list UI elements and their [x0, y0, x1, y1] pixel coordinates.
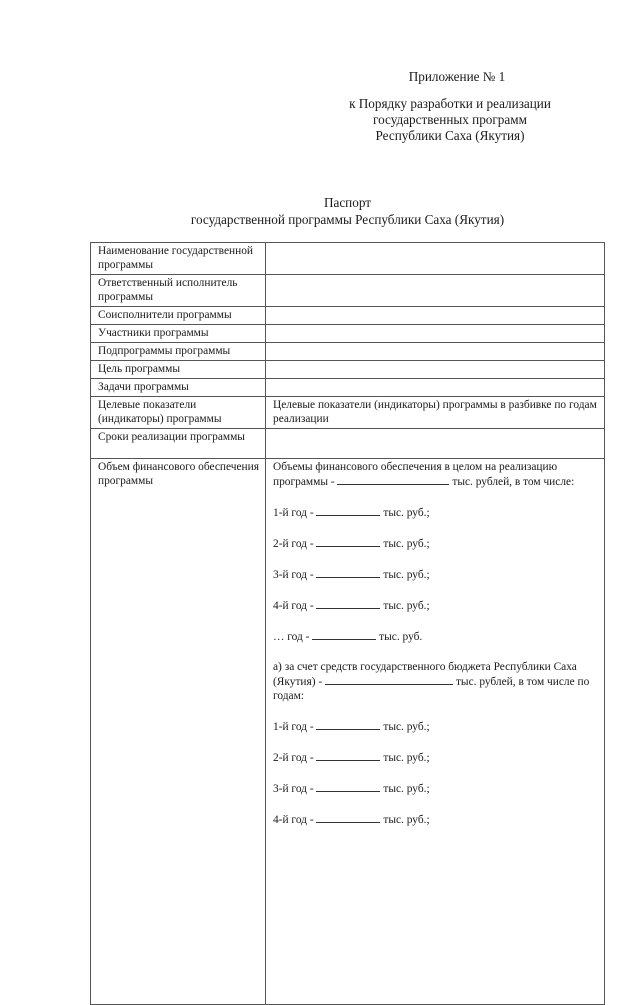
- year-prefix: … год -: [273, 631, 310, 643]
- year-suffix: тыс. руб.;: [383, 752, 430, 764]
- year-suffix: тыс. руб.;: [383, 721, 430, 733]
- year-prefix: 3-й год -: [273, 569, 314, 581]
- blank-line: [316, 812, 380, 823]
- row-label: Цель программы: [91, 361, 266, 379]
- year-line: [273, 598, 598, 613]
- year-suffix: тыс. руб.;: [383, 814, 430, 826]
- finance-intro: [273, 460, 598, 489]
- blank-line: [316, 536, 380, 547]
- table-row: [91, 275, 605, 307]
- row-value: [266, 307, 605, 325]
- row-label: Ответственный исполнитель программы: [91, 275, 266, 307]
- appendix-header: [300, 69, 600, 144]
- year-suffix: тыс. руб.;: [383, 569, 430, 581]
- budget-intro-text: тыс. рублей, в том числе по годам:: [273, 676, 590, 702]
- year-line: [273, 812, 598, 827]
- row-label: Задачи программы: [91, 379, 266, 397]
- row-value: [266, 243, 605, 275]
- blank-line: [325, 674, 453, 685]
- title-line: государственной программы Республики Саха (Якутия): [190, 212, 505, 227]
- year-prefix: 1-й год -: [273, 507, 314, 519]
- row-value: [266, 325, 605, 343]
- year-suffix: тыс. руб.;: [383, 783, 430, 795]
- table-row: [91, 429, 605, 459]
- table-row: [91, 361, 605, 379]
- appendix-line: государственных программ: [373, 112, 527, 127]
- year-prefix: 1-й год -: [273, 721, 314, 733]
- year-suffix: тыс. руб.;: [383, 538, 430, 550]
- row-label: Сроки реализации программы: [91, 429, 266, 459]
- row-value: [266, 429, 605, 459]
- row-label: Наименование государственной программы: [91, 243, 266, 275]
- year-line: [273, 750, 598, 765]
- title-line: Паспорт: [323, 195, 372, 210]
- year-line: [273, 781, 598, 796]
- blank-line: [316, 781, 380, 792]
- row-value: [266, 275, 605, 307]
- year-line: [273, 505, 598, 520]
- finance-intro-text: тыс. рублей, в том числе:: [452, 476, 575, 488]
- blank-line: [337, 474, 449, 485]
- document-title: [90, 194, 605, 228]
- table-row: [91, 343, 605, 361]
- year-prefix: 2-й год -: [273, 538, 314, 550]
- row-value: [266, 343, 605, 361]
- year-suffix: тыс. руб.;: [383, 600, 430, 612]
- table-row: [91, 397, 605, 429]
- table-row: [91, 307, 605, 325]
- blank-line: [312, 629, 376, 640]
- year-suffix: тыс. руб.: [379, 631, 423, 643]
- row-label: Соисполнители программы: [91, 307, 266, 325]
- row-value: Целевые показатели (индикаторы) программы в разбивке по годам реализации: [266, 397, 605, 429]
- row-value: [266, 379, 605, 397]
- year-prefix: 4-й год -: [273, 600, 314, 612]
- appendix-line: Республики Саха (Якутия): [375, 128, 525, 143]
- finance-cell: [266, 459, 605, 1005]
- blank-line: [316, 505, 380, 516]
- table-row: [91, 325, 605, 343]
- table-row: [91, 379, 605, 397]
- budget-intro-text: а) за счет средств государственного бюджета Республики Саха (Якутия) -: [273, 661, 577, 688]
- table-row: [91, 459, 605, 1005]
- year-prefix: 4-й год -: [273, 814, 314, 826]
- blank-line: [316, 598, 380, 609]
- year-line: [273, 567, 598, 582]
- blank-line: [316, 567, 380, 578]
- year-line: [273, 719, 598, 734]
- year-suffix: тыс. руб.;: [383, 507, 430, 519]
- row-label: Объем финансового обеспечения программы: [91, 459, 266, 1005]
- appendix-number: Приложение № 1: [408, 69, 506, 84]
- row-value: [266, 361, 605, 379]
- passport-table: [90, 242, 605, 1005]
- year-prefix: 3-й год -: [273, 783, 314, 795]
- row-label: Целевые показатели (индикаторы) программы: [91, 397, 266, 429]
- budget-intro: [273, 660, 598, 703]
- blank-line: [316, 750, 380, 761]
- finance-intro-text: Объемы финансового обеспечения в целом на реализацию программы -: [273, 461, 558, 488]
- appendix-line: к Порядку разработки и реализации: [349, 96, 551, 111]
- year-prefix: 2-й год -: [273, 752, 314, 764]
- row-label: Участники программы: [91, 325, 266, 343]
- table-row: [91, 243, 605, 275]
- year-line: [273, 536, 598, 551]
- blank-line: [316, 719, 380, 730]
- year-line: [273, 629, 598, 644]
- row-label: Подпрограммы программы: [91, 343, 266, 361]
